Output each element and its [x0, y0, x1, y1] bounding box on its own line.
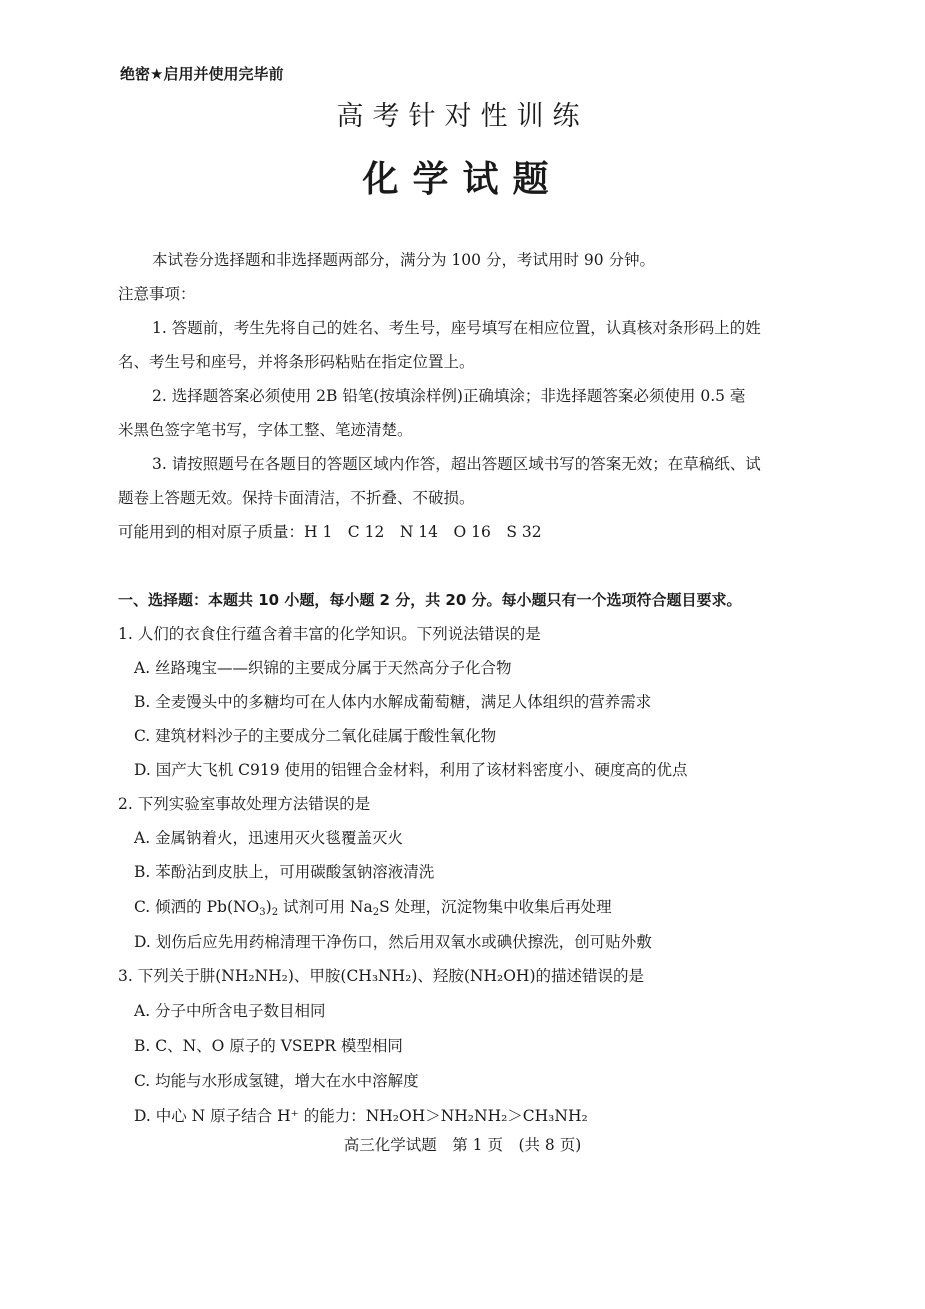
intro-text: 本试卷分选择题和非选择题两部分，满分为 100 分，考试用时 90 分钟。 — [152, 251, 656, 269]
q3-stem: 3. 下列关于肼(NH₂NH₂)、甲胺(CH₃NH₂)、羟胺(NH₂OH)的描述错误的是 — [118, 967, 644, 985]
q3-option-a: A. 分子中所含电子数目相同 — [134, 1002, 326, 1020]
q2-option-c: C. 倾洒的 $Pb(NO_3)_2$ 试剂可用 $Na_2S$ 处理，沉淀物集中收集后再处理 — [134, 898, 612, 918]
notes-heading: 注意事项： — [118, 285, 196, 303]
q3-option-b: B. C、N、O 原子的 VSEPR 模型相同 — [134, 1037, 403, 1055]
atomic-masses: 可能用到的相对原子质量：H 1 C 12 N 14 O 16 S 32 — [118, 523, 542, 541]
confidential-label: 绝密★启用并使用完毕前 — [120, 65, 284, 83]
q2-stem: 2. 下列实验室事故处理方法错误的是 — [118, 795, 371, 813]
q1-stem: 1. 人们的衣食住行蕴含着丰富的化学知识。下列说法错误的是 — [118, 625, 541, 643]
note-3-line-2: 题卷上答题无效。保持卡面清洁，不折叠、不破损。 — [118, 489, 475, 507]
note-2-line-1: 2. 选择题答案必须使用 2B 铅笔(按填涂样例)正确填涂；非选择题答案必须使用 0.5 毫 — [152, 387, 746, 405]
note-1-line-1: 1. 答题前，考生先将自己的姓名、考生号，座号填写在相应位置，认真核对条形码上的姓 — [152, 319, 761, 337]
q1-option-d: D. 国产大飞机 C919 使用的铝锂合金材料，利用了该材料密度小、硬度高的优点 — [134, 761, 688, 779]
q2-option-d: D. 划伤后应先用药棉清理干净伤口，然后用双氧水或碘伏擦洗，创可贴外敷 — [134, 933, 652, 951]
q1-option-c: C. 建筑材料沙子的主要成分二氧化硅属于酸性氧化物 — [134, 727, 497, 745]
note-1-line-2: 名、考生号和座号，并将条形码粘贴在指定位置上。 — [118, 353, 475, 371]
exam-subtitle: 高考针对性训练 — [336, 101, 589, 132]
q1-option-b: B. 全麦馒头中的多糖均可在人体内水解成葡萄糖，满足人体组织的营养需求 — [134, 693, 652, 711]
q3-option-d: D. 中心 N 原子结合 H⁺ 的能力：NH₂OH＞NH₂NH₂＞CH₃NH₂ — [134, 1107, 588, 1125]
q2-option-b: B. 苯酚沾到皮肤上，可用碳酸氢钠溶液清洗 — [134, 863, 435, 881]
q3-option-c: C. 均能与水形成氢键，增大在水中溶解度 — [134, 1072, 419, 1090]
q1-option-a: A. 丝路瑰宝——织锦的主要成分属于天然高分子化合物 — [134, 659, 512, 677]
note-3-line-1: 3. 请按照题号在各题目的答题区域内作答，超出答题区域书写的答案无效；在草稿纸、试 — [152, 455, 761, 473]
q2-option-a: A. 金属钠着火，迅速用灭火毯覆盖灭火 — [134, 829, 404, 847]
note-2-line-2: 米黑色签字笔书写，字体工整、笔迹清楚。 — [118, 421, 413, 439]
exam-title: 化学试题 — [362, 159, 563, 200]
section-1-heading: 一、选择题：本题共 10 小题，每小题 2 分，共 20 分。每小题只有一个选项符合题目要求。 — [118, 591, 742, 609]
page-footer: 高三化学试题 第 1 页 (共 8 页) — [343, 1136, 582, 1154]
